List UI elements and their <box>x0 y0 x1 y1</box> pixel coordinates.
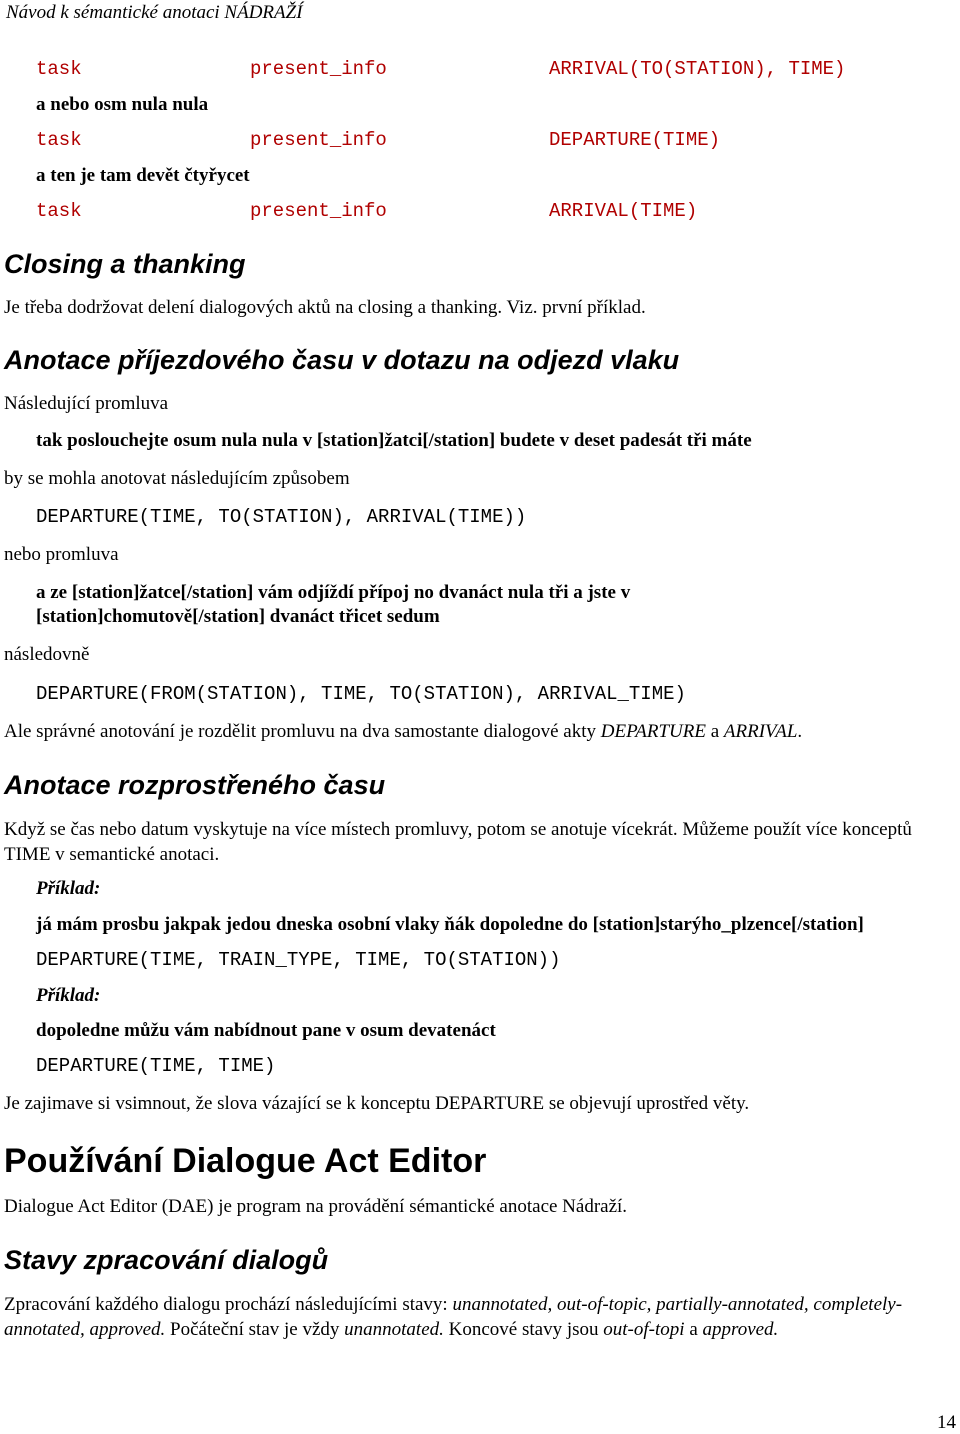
act-departure: DEPARTURE <box>600 721 706 742</box>
dae-text: Dialogue Act Editor (DAE) je program na provádění sémantické anotace Nádraží. <box>4 1196 628 1217</box>
heading-spread-time: Anotace rozprostřeného času <box>4 770 386 800</box>
arrival-mid-2: nebo promluva <box>4 544 119 565</box>
arrival-intro: Následující promluva <box>4 393 169 414</box>
arrival-utterance-2-line-1: a ze [station]žatce[/station] vám odjíždí přípoj no dvanáct nula tři a jste v <box>36 582 631 603</box>
example-label-1: Příklad: <box>36 878 101 899</box>
arrival-mid-1: by se mohla anotovat následujícím způsobem <box>4 468 350 489</box>
spread-text: Když se čas nebo datum vyskytuje na více místech promluvy, potom se anotuje vícekrát. Můžeme použít více konceptů TIME v semantické anotaci. <box>4 819 912 865</box>
arrival-utterance-1: tak poslouchejte osum nula nula v [station]žatci[/station] budete v deset padesát tři máte <box>36 430 752 451</box>
heading-states: Stavy zpracování dialogů <box>4 1245 329 1275</box>
heading-arrival: Anotace příjezdového času v dotazu na odjezd vlaku <box>4 345 680 375</box>
state-final-1: out-of-topi <box>603 1319 685 1340</box>
example-row-3-task: task <box>36 200 82 222</box>
example-row-2-type: present_info <box>250 129 387 151</box>
example-label-2: Příklad: <box>36 985 101 1006</box>
heading-closing: Closing a thanking <box>4 249 246 279</box>
spread-code-1: DEPARTURE(TIME, TRAIN_TYPE, TIME, TO(STATION)) <box>36 949 561 971</box>
page-number: 14 <box>937 1412 956 1433</box>
states-text: Zpracování každého dialogu prochází následujícími stavy: unannotated, out-of-topic, partially-annotated, completely-annotated, approved. Počáteční stav je vždy unannotated. Koncové stavy jsou out-of-topi a approved. <box>4 1294 903 1340</box>
example-row-1-task: task <box>36 58 82 80</box>
example-row-3-type: present_info <box>250 200 387 222</box>
example-row-2-task: task <box>36 129 82 151</box>
example-utterance-1: a nebo osm nula nula <box>36 94 209 115</box>
arrival-code-1: DEPARTURE(TIME, TO(STATION), ARRIVAL(TIME)) <box>36 506 527 528</box>
act-arrival: ARRIVAL <box>723 721 798 742</box>
arrival-utterance-2-line-2: [station]chomutově[/station] dvanáct třicet sedum <box>36 606 440 627</box>
arrival-code-2: DEPARTURE(FROM(STATION), TIME, TO(STATION), ARRIVAL_TIME) <box>36 683 686 705</box>
spread-utterance-1: já mám prosbu jakpak jedou dneska osobní vlaky ňák dopoledne do [station]starýho_plzence[/station] <box>36 914 864 935</box>
state-list: unannotated, out-of-topic, partially-annotated, completely-annotated, approved. <box>4 1294 903 1340</box>
heading-dae: Používání Dialogue Act Editor <box>4 1142 487 1180</box>
spread-utterance-2: dopoledne můžu vám nabídnout pane v osum devatenáct <box>36 1020 496 1041</box>
example-row-1-type: present_info <box>250 58 387 80</box>
example-utterance-2: a ten je tam devět čtyřycet <box>36 165 250 186</box>
closing-text: Je třeba dodržovat delení dialogových aktů na closing a thanking. Viz. první příklad. <box>4 297 646 318</box>
arrival-conclusion: Ale správné anotování je rozdělit promluvu na dva samostante dialogové akty DEPARTURE a ARRIVAL. <box>4 721 803 742</box>
spread-note: Je zajimave si vsimnout, že slova vázající se k konceptu DEPARTURE se objevují uprostřed věty. <box>4 1093 750 1114</box>
state-final-2: approved. <box>702 1319 779 1340</box>
example-row-3-annotation: ARRIVAL(TIME) <box>549 200 698 222</box>
example-row-2-annotation: DEPARTURE(TIME) <box>549 129 721 151</box>
state-initial: unannotated. <box>344 1319 444 1340</box>
spread-code-2: DEPARTURE(TIME, TIME) <box>36 1055 276 1077</box>
page-header: Návod k sémantické anotaci NÁDRAŽÍ <box>6 2 303 23</box>
example-row-1-annotation: ARRIVAL(TO(STATION), TIME) <box>549 58 846 80</box>
arrival-mid-3: následovně <box>4 644 90 665</box>
